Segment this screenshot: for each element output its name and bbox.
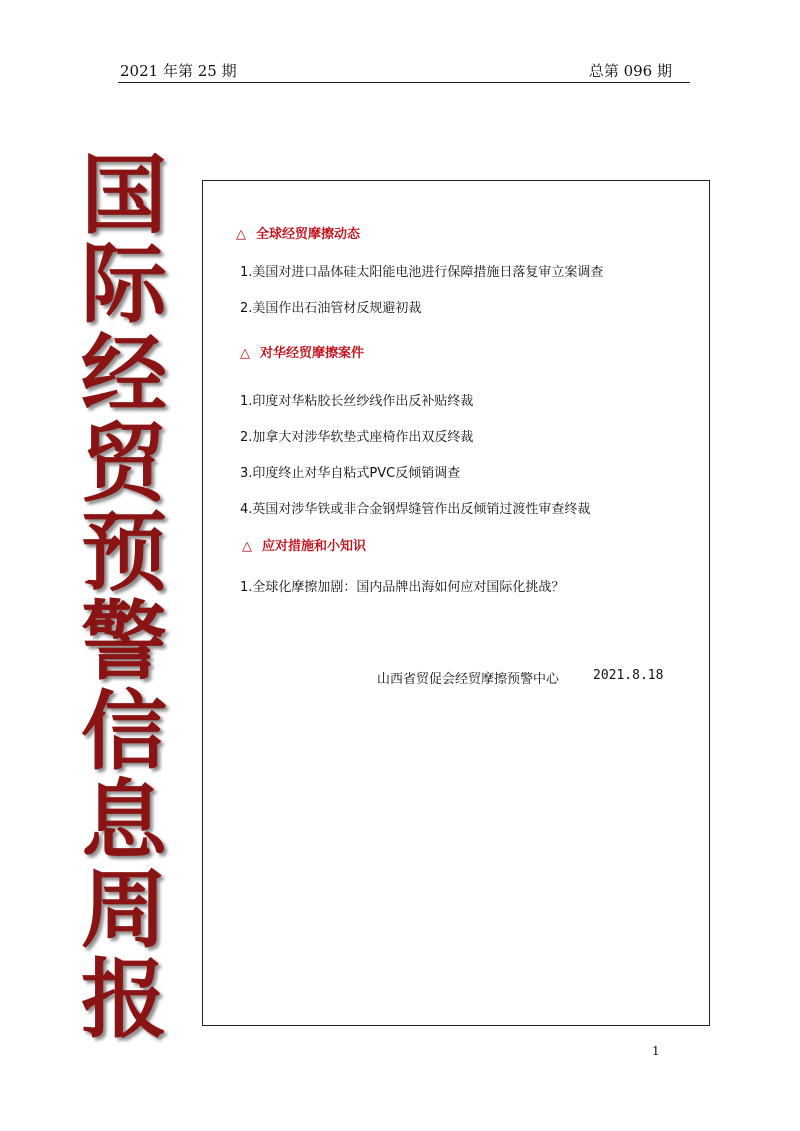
section-heading-global-friction: △ 全球经贸摩擦动态 — [236, 227, 361, 242]
toc-item[interactable]: 2.加拿大对涉华软垫式座椅作出双反终裁 — [240, 430, 474, 445]
toc-item[interactable]: 3.印度终止对华自粘式PVC反倾销调查 — [240, 466, 461, 481]
title-char: 报 — [81, 949, 167, 1050]
title-char: 周 — [81, 860, 167, 961]
toc-item[interactable]: 1.美国对进口晶体硅太阳能电池进行保障措施日落复审立案调查 — [240, 265, 604, 280]
issue-total-number: 总第 096 期 — [588, 62, 672, 80]
organization-name: 山西省贸促会经贸摩擦预警中心 — [377, 672, 560, 687]
section-heading-china-cases: △ 对华经贸摩擦案件 — [240, 346, 365, 361]
triangle-icon: △ — [242, 539, 252, 554]
triangle-icon: △ — [240, 346, 250, 361]
publish-date: 2021.8.18 — [593, 668, 664, 683]
page-number: 1 — [652, 1044, 660, 1058]
vertical-title — [58, 146, 190, 1050]
issue-number: 2021 年第 25 期 — [120, 62, 237, 80]
title-char: 信 — [81, 681, 167, 782]
title-char: 息 — [81, 771, 167, 872]
title-char: 预 — [81, 503, 167, 604]
toc-item[interactable]: 1.印度对华粘胶长丝纱线作出反补贴终裁 — [240, 394, 474, 409]
toc-item[interactable]: 1.全球化摩擦加剧：国内品牌出海如何应对国际化挑战？ — [240, 580, 565, 595]
title-char: 警 — [81, 592, 167, 693]
section-heading-countermeasures: △ 应对措施和小知识 — [242, 539, 367, 554]
title-char: 际 — [81, 235, 167, 336]
title-char: 贸 — [81, 413, 167, 514]
toc-item[interactable]: 2.美国作出石油管材反规避初裁 — [240, 301, 422, 316]
page-header — [118, 58, 690, 83]
triangle-icon: △ — [236, 227, 246, 242]
toc-item[interactable]: 4.英国对涉华铁或非合金钢焊缝管作出反倾销过渡性审查终裁 — [240, 502, 591, 517]
title-char: 经 — [81, 324, 167, 425]
title-char: 国 — [81, 146, 167, 246]
